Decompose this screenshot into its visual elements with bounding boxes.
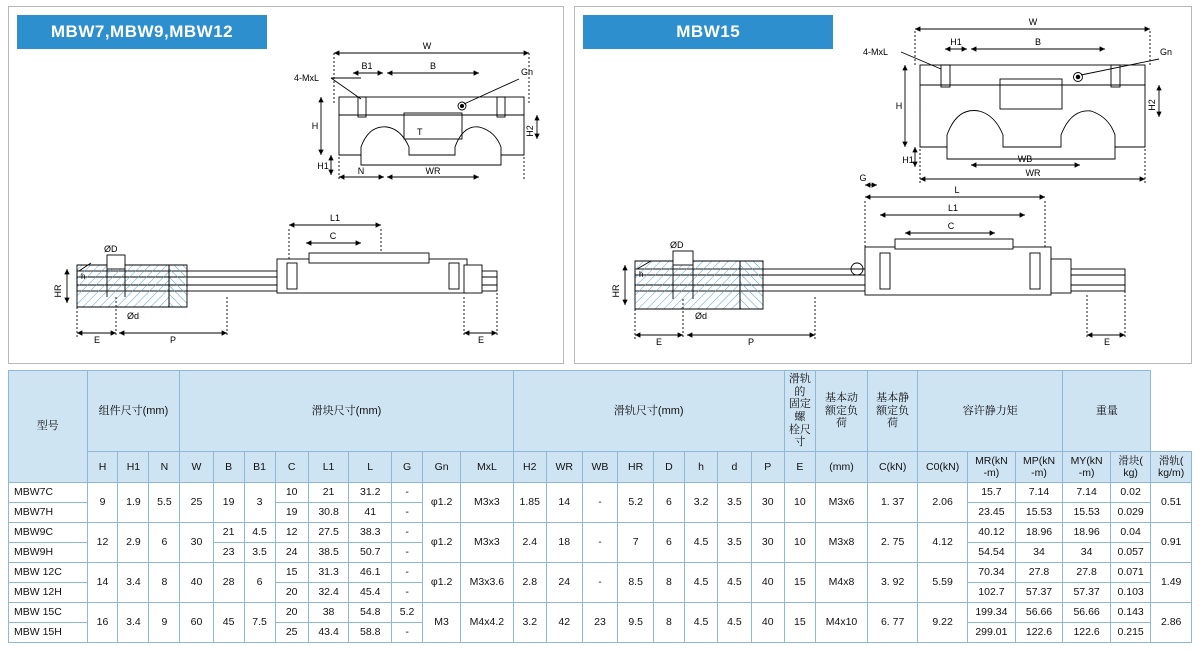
cell-B: 23 [213, 542, 244, 562]
cell-MR: 70.34 [968, 562, 1016, 582]
cell-E: 15 [784, 602, 815, 642]
cell-N: 8 [149, 562, 180, 602]
th-group-block: 滑块尺寸(mm) [180, 371, 513, 452]
th-group-dynamic: 基本动 额定负 荷 [815, 371, 867, 452]
th-bolt-mm: (mm) [815, 451, 867, 482]
cell-N: 6 [149, 522, 180, 562]
cell-MR: 23.45 [968, 502, 1016, 522]
cell-G: - [392, 542, 423, 562]
cell-HR: 9.5 [618, 602, 654, 642]
cell-L: 38.3 [349, 522, 392, 542]
cell-bolt: M4x8 [815, 562, 867, 602]
th-C: C [275, 451, 308, 482]
cell-L1: 38 [308, 602, 348, 622]
th-group-moment: 容许静力矩 [918, 371, 1063, 452]
cell-H: 12 [87, 522, 118, 562]
svg-text:HR: HR [53, 284, 63, 298]
cell-N: 9 [149, 602, 180, 642]
cell-HR: 7 [618, 522, 654, 562]
cell-L: 41 [349, 502, 392, 522]
cell-MY: 15.53 [1063, 502, 1111, 522]
svg-text:Ød: Ød [695, 311, 708, 321]
cell-W: 30 [180, 522, 213, 562]
cell-C: 15 [275, 562, 308, 582]
cell-E: 10 [784, 522, 815, 562]
th-WR: WR [546, 451, 582, 482]
th-H: H [87, 451, 118, 482]
cell-L: 31.2 [349, 482, 392, 502]
svg-text:T: T [417, 127, 423, 137]
cell-MxL: M3x3 [461, 482, 513, 522]
svg-text:H: H [311, 121, 319, 131]
cell-C: 20 [275, 582, 308, 602]
th-Gn: Gn [423, 451, 461, 482]
cell-G: - [392, 562, 423, 582]
cell-WR: 24 [546, 562, 582, 602]
cell-model: MBW7C [9, 482, 88, 502]
cell-weight-rail: 0.91 [1151, 522, 1192, 562]
cell-weight-block: 0.143 [1110, 602, 1150, 622]
cell-G: - [392, 482, 423, 502]
th-L1: L1 [308, 451, 348, 482]
th-HR: HR [618, 451, 654, 482]
th-P: P [751, 451, 784, 482]
svg-text:B: B [1035, 37, 1042, 47]
th-group-assembly: 组件尺寸(mm) [87, 371, 180, 452]
cell-C: 19 [275, 502, 308, 522]
cell-HR: 8.5 [618, 562, 654, 602]
svg-text:L: L [954, 185, 960, 195]
cell-D: 6 [653, 482, 684, 522]
table-row [9, 602, 1192, 622]
cell-MxL: M3x3 [461, 522, 513, 562]
cell-h: 4.5 [684, 562, 717, 602]
svg-text:C: C [329, 231, 337, 241]
svg-text:h: h [81, 272, 86, 281]
cell-bolt: M3x8 [815, 522, 867, 562]
table-row [9, 482, 1192, 502]
cell-B: 28 [213, 562, 244, 602]
cell-B1: 6 [244, 562, 275, 602]
cell-L1: 32.4 [308, 582, 348, 602]
cell-C0-kN: 5.59 [918, 562, 968, 602]
svg-text:E: E [477, 335, 485, 345]
cell-C: 25 [275, 622, 308, 642]
cell-P: 30 [751, 482, 784, 522]
cell-WR: 42 [546, 602, 582, 642]
svg-text:H1: H1 [902, 155, 914, 165]
svg-text:Ød: Ød [127, 311, 140, 321]
cell-P: 40 [751, 602, 784, 642]
cell-H2: 2.4 [513, 522, 546, 562]
svg-text:WB: WB [1017, 154, 1033, 164]
svg-text:H2: H2 [1147, 99, 1158, 111]
svg-text:G: G [859, 173, 867, 183]
cell-L1: 31.3 [308, 562, 348, 582]
svg-text:H: H [895, 101, 903, 111]
svg-text:4-MxL: 4-MxL [294, 73, 320, 83]
svg-text:H2: H2 [525, 125, 535, 137]
svg-text:C: C [947, 221, 955, 231]
th-B: B [213, 451, 244, 482]
th-group-rail: 滑轨尺寸(mm) [513, 371, 784, 452]
cell-model: MBW 12H [9, 582, 88, 602]
cell-bolt: M3x6 [815, 482, 867, 522]
th-weight-block: 滑块( kg) [1110, 451, 1150, 482]
cell-weight-block: 0.057 [1110, 542, 1150, 562]
cell-d: 4.5 [718, 562, 751, 602]
th-model: 型号 [9, 371, 88, 483]
svg-text:B: B [429, 61, 437, 71]
cell-MY: 18.96 [1063, 522, 1111, 542]
cell-MP: 18.96 [1015, 522, 1063, 542]
cell-G: - [392, 622, 423, 642]
drawing-left [9, 7, 563, 363]
th-MR: MR(kN -m) [968, 451, 1016, 482]
cell-W: 25 [180, 482, 213, 522]
cell-h: 4.5 [684, 602, 717, 642]
svg-text:L1: L1 [948, 203, 959, 213]
cell-N: 5.5 [149, 482, 180, 522]
panel-mbw15 [574, 6, 1192, 364]
cell-L1: 21 [308, 482, 348, 502]
th-W: W [180, 451, 213, 482]
cell-B1: 3 [244, 482, 275, 522]
cell-MR: 199.34 [968, 602, 1016, 622]
cell-weight-block: 0.04 [1110, 522, 1150, 542]
svg-text:ØD: ØD [104, 244, 118, 254]
cell-C-kN: 2. 75 [868, 522, 918, 562]
svg-text:P: P [169, 335, 177, 345]
cell-H1: 3.4 [118, 602, 149, 642]
spec-table-wrap [0, 364, 1200, 643]
cell-model: MBW7H [9, 502, 88, 522]
cell-G: - [392, 582, 423, 602]
cell-model: MBW9C [9, 522, 88, 542]
svg-text:W: W [422, 41, 432, 51]
panel-title-left: MBW7,MBW9,MBW12 [17, 15, 267, 49]
cell-MR: 54.54 [968, 542, 1016, 562]
cell-C: 10 [275, 482, 308, 502]
table-row [9, 562, 1192, 582]
cell-MP: 122.6 [1015, 622, 1063, 642]
th-B1: B1 [244, 451, 275, 482]
th-G: G [392, 451, 423, 482]
cell-MY: 56.66 [1063, 602, 1111, 622]
cell-bolt: M4x10 [815, 602, 867, 642]
cell-H1: 2.9 [118, 522, 149, 562]
cell-weight-rail: 2.86 [1151, 602, 1192, 642]
cell-MR: 40.12 [968, 522, 1016, 542]
cell-model: MBW 15C [9, 602, 88, 622]
panel-mbw7-9-12 [8, 6, 564, 364]
cell-MY: 122.6 [1063, 622, 1111, 642]
svg-text:HR: HR [611, 284, 622, 298]
cell-MR: 102.7 [968, 582, 1016, 602]
cell-MxL: M3x3.6 [461, 562, 513, 602]
cell-MP: 57.37 [1015, 582, 1063, 602]
cell-L: 46.1 [349, 562, 392, 582]
th-d: d [718, 451, 751, 482]
cell-B1: 3.5 [244, 542, 275, 562]
cell-Gn: φ1.2 [423, 522, 461, 562]
cell-C: 24 [275, 542, 308, 562]
cell-MY: 7.14 [1063, 482, 1111, 502]
svg-text:B1: B1 [361, 61, 373, 71]
cell-E: 15 [784, 562, 815, 602]
cell-d: 3.5 [718, 482, 751, 522]
cell-C0-kN: 4.12 [918, 522, 968, 562]
svg-text:E: E [656, 337, 663, 347]
cell-MY: 27.8 [1063, 562, 1111, 582]
cell-h: 3.2 [684, 482, 717, 522]
cell-MxL: M4x4.2 [461, 602, 513, 642]
th-h: h [684, 451, 717, 482]
cell-weight-block: 0.02 [1110, 482, 1150, 502]
cell-B: 45 [213, 602, 244, 642]
cell-model: MBW9H [9, 542, 88, 562]
th-H2: H2 [513, 451, 546, 482]
cell-MP: 34 [1015, 542, 1063, 562]
cell-D: 8 [653, 602, 684, 642]
cell-H1: 3.4 [118, 562, 149, 602]
cell-W: 60 [180, 602, 213, 642]
cell-MY: 34 [1063, 542, 1111, 562]
cell-H2: 3.2 [513, 602, 546, 642]
th-L: L [349, 451, 392, 482]
cell-H2: 2.8 [513, 562, 546, 602]
cell-P: 40 [751, 562, 784, 602]
cell-MP: 27.8 [1015, 562, 1063, 582]
svg-text:WR: WR [425, 166, 441, 176]
cell-B1: 7.5 [244, 602, 275, 642]
cell-model: MBW 12C [9, 562, 88, 582]
svg-text:N: N [357, 166, 365, 176]
cell-MY: 57.37 [1063, 582, 1111, 602]
cell-WB: - [582, 482, 618, 522]
cell-C-kN: 3. 92 [868, 562, 918, 602]
cell-MP: 15.53 [1015, 502, 1063, 522]
svg-text:4-MxL: 4-MxL [863, 47, 889, 57]
svg-text:H1: H1 [950, 37, 962, 47]
cell-Gn: φ1.2 [423, 562, 461, 602]
cell-d: 3.5 [718, 522, 751, 562]
cell-H: 9 [87, 482, 118, 522]
cell-MR: 15.7 [968, 482, 1016, 502]
svg-text:E: E [93, 335, 101, 345]
cell-B1: 4.5 [244, 522, 275, 542]
panel-title-right: MBW15 [583, 15, 833, 49]
cell-weight-block: 0.029 [1110, 502, 1150, 522]
cell-B: 21 [213, 522, 244, 542]
cell-h: 4.5 [684, 522, 717, 562]
cell-C0-kN: 2.06 [918, 482, 968, 522]
svg-text:L1: L1 [329, 213, 341, 223]
cell-HR: 5.2 [618, 482, 654, 522]
th-C0-kN: C0(kN) [918, 451, 968, 482]
cell-G: - [392, 522, 423, 542]
svg-text:WR: WR [1025, 168, 1041, 178]
cell-weight-block: 0.215 [1110, 622, 1150, 642]
cell-MR: 299.01 [968, 622, 1016, 642]
cell-WB: 23 [582, 602, 618, 642]
th-N: N [149, 451, 180, 482]
cell-MP: 56.66 [1015, 602, 1063, 622]
cell-Gn: φ1.2 [423, 482, 461, 522]
cell-D: 6 [653, 522, 684, 562]
cell-P: 30 [751, 522, 784, 562]
cell-C-kN: 1. 37 [868, 482, 918, 522]
cell-L1: 27.5 [308, 522, 348, 542]
cell-L1: 38.5 [308, 542, 348, 562]
cell-L: 50.7 [349, 542, 392, 562]
cell-WB: - [582, 562, 618, 602]
cell-MP: 7.14 [1015, 482, 1063, 502]
cell-W: 40 [180, 562, 213, 602]
th-group-bolt: 滑轨的 固定螺 栓尺寸 [784, 371, 815, 452]
th-H1: H1 [118, 451, 149, 482]
cell-weight-rail: 1.49 [1151, 562, 1192, 602]
cell-G: - [392, 502, 423, 522]
svg-text:h: h [639, 270, 644, 279]
th-MxL: MxL [461, 451, 513, 482]
cell-L1: 30.8 [308, 502, 348, 522]
cell-weight-rail: 0.51 [1151, 482, 1192, 522]
svg-text:W: W [1028, 17, 1038, 27]
th-group-weight: 重量 [1063, 371, 1151, 452]
cell-H: 16 [87, 602, 118, 642]
th-D: D [653, 451, 684, 482]
svg-text:Gn: Gn [1160, 47, 1173, 57]
svg-text:ØD: ØD [670, 240, 684, 250]
svg-text:Gn: Gn [521, 67, 534, 77]
svg-text:E: E [1104, 337, 1111, 347]
cell-D: 8 [653, 562, 684, 602]
cell-weight-block: 0.103 [1110, 582, 1150, 602]
cell-C: 20 [275, 602, 308, 622]
table-row [9, 522, 1192, 542]
spec-table [8, 370, 1192, 643]
th-WB: WB [582, 451, 618, 482]
cell-WB: - [582, 522, 618, 562]
cell-C-kN: 6. 77 [868, 602, 918, 642]
cell-C: 12 [275, 522, 308, 542]
cell-Gn: M3 [423, 602, 461, 642]
cell-H: 14 [87, 562, 118, 602]
svg-text:P: P [748, 337, 755, 347]
th-E: E [784, 451, 815, 482]
cell-G: 5.2 [392, 602, 423, 622]
cell-L1: 43.4 [308, 622, 348, 642]
th-group-static: 基本静 额定负 荷 [868, 371, 918, 452]
cell-WR: 18 [546, 522, 582, 562]
th-weight-rail: 滑轨( kg/m) [1151, 451, 1192, 482]
svg-text:H1: H1 [317, 161, 329, 171]
cell-weight-block: 0.071 [1110, 562, 1150, 582]
th-MP: MP(kN -m) [1015, 451, 1063, 482]
cell-d: 4.5 [718, 602, 751, 642]
cell-WR: 14 [546, 482, 582, 522]
cell-model: MBW 15H [9, 622, 88, 642]
cell-L: 54.8 [349, 602, 392, 622]
cell-B: 19 [213, 482, 244, 522]
cell-L: 58.8 [349, 622, 392, 642]
th-C-kN: C(kN) [868, 451, 918, 482]
cell-E: 10 [784, 482, 815, 522]
cell-H1: 1.9 [118, 482, 149, 522]
cell-C0-kN: 9.22 [918, 602, 968, 642]
th-MY: MY(kN -m) [1063, 451, 1111, 482]
cell-L: 45.4 [349, 582, 392, 602]
cell-H2: 1.85 [513, 482, 546, 522]
drawing-right [575, 7, 1191, 363]
